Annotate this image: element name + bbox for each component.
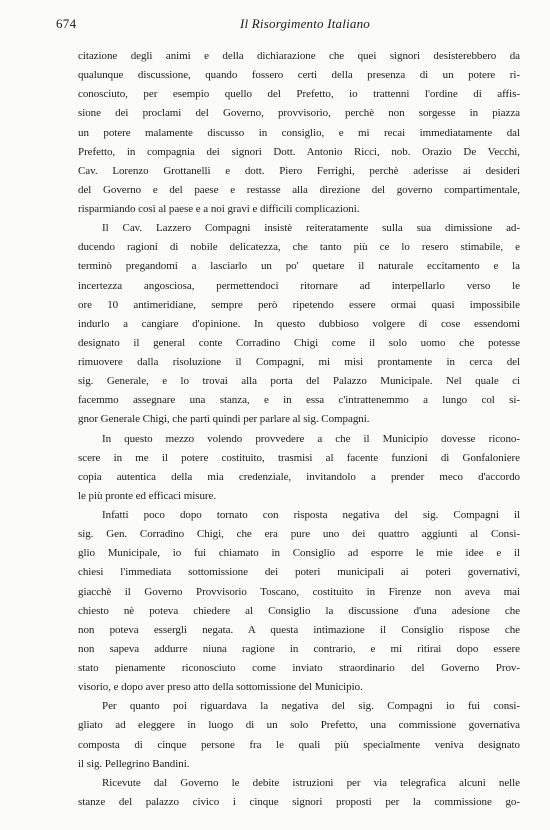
- text-line: gnor Generale Chigi, che partì quindi per parlare al sig. Compagni.: [78, 413, 370, 426]
- text-line: rimuovere dalla risoluzione il Compagni, mi misi prontamente in cerca del: [78, 356, 520, 368]
- text-line: le più pronte ed efficaci misure.: [78, 489, 217, 502]
- text-line: incertezza angosciosa, permettendoci ritornare ad interpellarlo verso le: [78, 279, 520, 292]
- text-line: chiesto nè poteva chiedere al Consiglio la discussione d'una adesione che: [78, 604, 520, 617]
- text-line: facemmo assegnare una stanza, e in essa c'intrattenemmo a lungo col si-: [78, 394, 520, 407]
- text-line: sione dei proclami del Governo, provvisorio, perchè non sorgesse in piazza: [78, 107, 520, 120]
- text-line: giacchè il Governo Provvisorio Toscano, costituito in Firenze non aveva mai: [78, 585, 520, 598]
- text-line: un potere malamente discusso in consiglio, e mi recai immediatamente dal: [78, 126, 520, 139]
- text-line: visorio, e dopo aver preso atto della sottomissione del Municipio.: [78, 681, 363, 694]
- text-line: Prefetto, in compagnia dei signori Dott. Antonio Ricci, nob. Orazio De Vecchi,: [78, 145, 520, 158]
- text-line: Per quanto poi riguardava la negativa del sig. Compagni io fui consi-: [102, 700, 520, 713]
- text-line: composta di cinque persone fra le quali più specialmente veniva designato: [78, 738, 520, 751]
- text-line: In questo mezzo volendo provvedere a che il Municipio dovesse ricono-: [102, 432, 520, 445]
- text-line: il sig. Pellegrino Bandini.: [78, 757, 190, 770]
- text-line: gliato ad eleggere in luogo di un solo Prefetto, una commissione governativa: [78, 719, 520, 732]
- text-line: sig. Generale, e lo trovai alla porta del Palazzo Municipale. Nel quale ci: [78, 375, 520, 388]
- text-line: del Governo e del paese e restasse alla direzione del governo compartimentale,: [78, 183, 520, 196]
- text-line: glio Municipale, io fui chiamato in Consiglio ad esporre le mie idee e il: [78, 547, 520, 560]
- text-line: citazione degli animi e della dichiarazione che quei signori desisterebbero da: [78, 50, 520, 62]
- page-number: 674: [56, 16, 77, 31]
- text-line: stato pienamente riconosciuto come inviato straordinario del Governo Prov-: [78, 662, 520, 674]
- running-title: Il Risorgimento Italiano: [240, 16, 370, 31]
- text-line: Cav. Lorenzo Grottanelli e dott. Piero Ferrighi, perchè aderisse ai desideri: [78, 164, 520, 177]
- text-line: copia autentica della mia credenziale, invitandolo a prender meco d'accordo: [78, 470, 520, 483]
- text-line: risparmiando così al paese e a noi gravi e difficili complicazioni.: [78, 203, 360, 215]
- text-line: non poteva essergli negata. A questa intimazione il Consiglio rispose che: [78, 623, 520, 636]
- body-text: [78, 47, 520, 812]
- text-line: chiesi l'immediata sottomissione dei poteri municipali ai poteri governativi,: [78, 566, 520, 579]
- text-line: terminò pregandomi a lasciarlo un po' quetare il naturale eccitamento e la: [78, 260, 520, 273]
- text-line: conosciuto, per esempio quello del Prefetto, io trattenni l'ordine di affis-: [78, 88, 520, 101]
- text-line: non sapeva addurre niuna ragione in contrario, e mi ritirai dopo essere: [78, 642, 520, 655]
- text-line: ore 10 antimeridiane, sempre però ripetendo essere ormai quasi impossibile: [78, 298, 520, 311]
- text-line: Infatti poco dopo tornato con risposta negativa del sig. Compagni il: [102, 509, 520, 521]
- text-line: Il Cav. Lazzero Compagni insistè reiteratamente sulla sua dimissione ad-: [102, 222, 520, 235]
- text-line: qualunque discussione, quando fossero certi della presenza di un potere ri-: [78, 69, 520, 82]
- text-line: stanze del palazzo civico i cinque signori proposti per la commissione go-: [78, 795, 520, 808]
- text-line: scere in me il potere costituito, trasmisi al facente funzioni di Gonfaloniere: [78, 451, 520, 464]
- text-line: designato il general conte Corradino Chigi come il solo uomo che potesse: [78, 336, 520, 349]
- text-line: ducendo ragioni di nobile delicatezza, che tanto più ce lo resero stimabile, e: [78, 241, 520, 254]
- text-line: Ricevute dal Governo le debite istruzioni per via telegrafica alcuni nelle: [102, 776, 520, 789]
- text-line: indurlo a cangiare d'opinione. In questo dubbioso volgere di cose essendomi: [78, 317, 520, 330]
- text-line: sig. Gen. Corradino Chigi, che era pure uno dei quattro aggiunti al Consi-: [78, 528, 520, 541]
- page-header: [56, 16, 498, 36]
